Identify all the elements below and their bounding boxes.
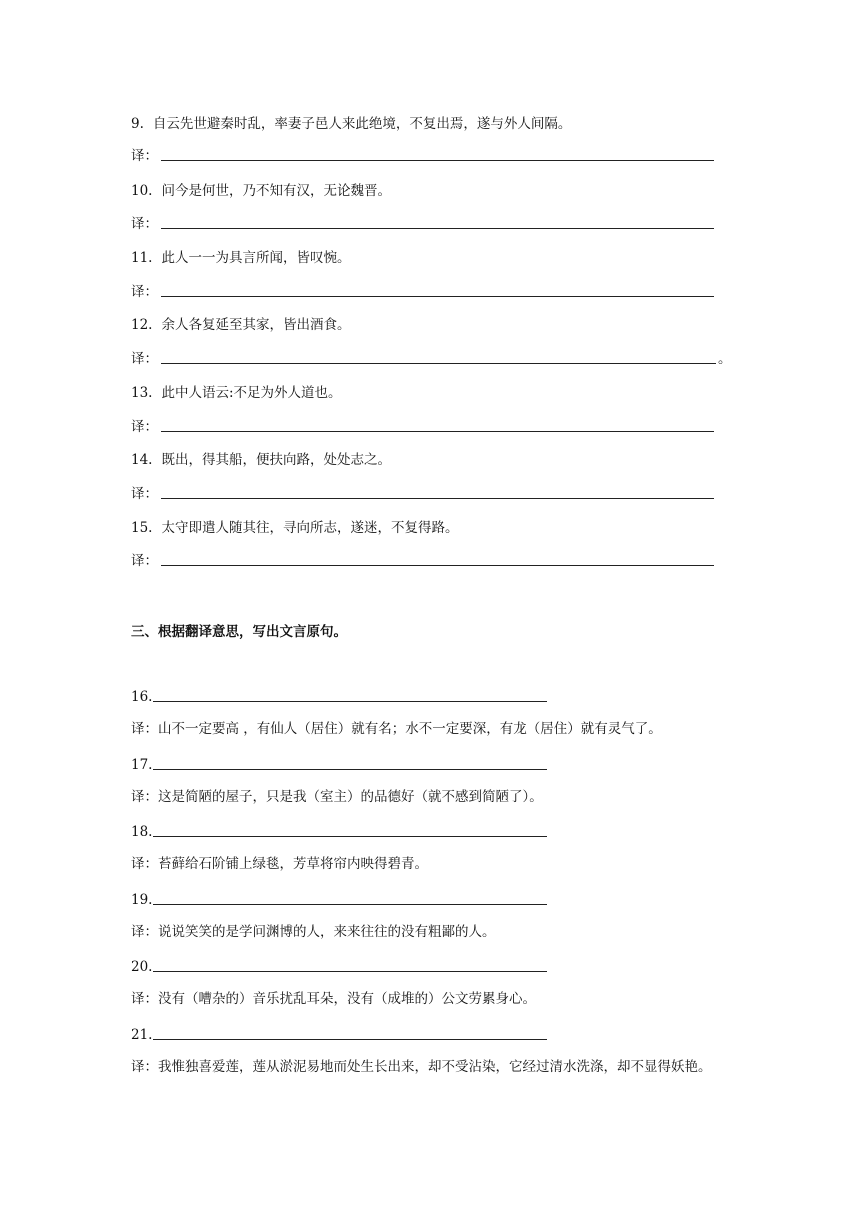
translation-20: 译：没有（嘈杂的）音乐扰乱耳朵，没有（成堆的）公文劳累身心。 [131, 991, 536, 1007]
section-heading: 三、根据翻译意思，写出文言原句。 [131, 624, 347, 640]
answer-row-11 [131, 283, 161, 303]
question-text: 既出，得其船，便扶向路，处处志之。 [161, 452, 391, 468]
answer-label: 译： [131, 419, 158, 435]
question-text: 太守即遣人随其往，寻向所志，遂迷，不复得路。 [161, 520, 459, 536]
question-text: 余人各复延至其家，皆出酒食。 [161, 317, 351, 333]
blank-row-21 [131, 1026, 152, 1046]
blank-row-17 [131, 756, 152, 776]
question-number: 11. [131, 250, 153, 266]
blank-number: 20. [131, 959, 153, 975]
answer-label: 译： [131, 553, 158, 569]
blank-line[interactable] [153, 836, 547, 837]
blank-line[interactable] [153, 701, 547, 702]
answer-row-10 [131, 215, 161, 235]
blank-line[interactable] [153, 769, 547, 770]
blank-number: 19. [131, 892, 153, 908]
question-9 [131, 115, 571, 133]
answer-row-12 [131, 350, 732, 370]
answer-label: 译： [131, 284, 158, 300]
question-text: 此人一一为具言所闻，皆叹惋。 [161, 250, 351, 266]
question-number: 15. [131, 520, 153, 536]
question-text: 此中人语云:不足为外人道也。 [161, 385, 342, 401]
answer-label: 译： [131, 486, 158, 502]
blank-number: 17. [131, 757, 153, 773]
question-number: 12. [131, 317, 153, 333]
blank-number: 21. [131, 1027, 153, 1043]
question-number: 10. [131, 183, 153, 199]
question-number: 14. [131, 452, 153, 468]
answer-line[interactable] [161, 160, 714, 161]
blank-row-20 [131, 958, 152, 978]
question-text: 自云先世避秦时乱，率妻子邑人来此绝境，不复出焉，遂与外人间隔。 [152, 116, 572, 132]
question-number: 13. [131, 385, 153, 401]
answer-row-15 [131, 552, 161, 572]
answer-row-13 [131, 418, 161, 438]
translation-17: 译：这是简陋的屋子，只是我（室主）的品德好（就不感到简陋了）。 [131, 789, 543, 805]
question-text: 问今是何世，乃不知有汉，无论魏晋。 [161, 183, 391, 199]
question-number: 9. [131, 116, 144, 132]
answer-row-9 [131, 147, 161, 167]
answer-line[interactable] [161, 296, 714, 297]
answer-row-14 [131, 485, 161, 505]
answer-line[interactable] [161, 363, 716, 364]
question-13 [131, 384, 342, 402]
end-period: 。 [718, 351, 732, 367]
blank-row-19 [131, 891, 152, 911]
answer-label: 译： [131, 351, 158, 367]
translation-19: 译：说说笑笑的是学问渊博的人，来来往往的没有粗鄙的人。 [131, 924, 496, 940]
translation-18: 译：苔藓给石阶铺上绿毯，芳草将帘内映得碧青。 [131, 856, 428, 872]
answer-label: 译： [131, 216, 158, 232]
question-12 [131, 316, 350, 334]
blank-row-18 [131, 823, 152, 843]
blank-number: 18. [131, 824, 153, 840]
blank-line[interactable] [153, 971, 547, 972]
answer-label: 译： [131, 148, 158, 164]
question-10 [131, 182, 391, 200]
answer-line[interactable] [161, 565, 714, 566]
question-14 [131, 451, 391, 469]
answer-line[interactable] [161, 228, 714, 229]
translation-16: 译：山不一定要高 ，有仙人（居住）就有名；水不一定要深，有龙（居住）就有灵气了。 [131, 721, 662, 737]
translation-21: 译：我惟独喜爱莲，莲从淤泥易地而处生长出来，却不受沾染，它经过清水洗涤，却不显得妖艳。 [131, 1059, 712, 1075]
answer-line[interactable] [161, 431, 714, 432]
question-15 [131, 519, 458, 537]
blank-number: 16. [131, 689, 153, 705]
blank-line[interactable] [153, 1039, 547, 1040]
blank-line[interactable] [153, 904, 547, 905]
blank-row-16 [131, 688, 152, 708]
question-11 [131, 249, 350, 267]
answer-line[interactable] [161, 498, 714, 499]
